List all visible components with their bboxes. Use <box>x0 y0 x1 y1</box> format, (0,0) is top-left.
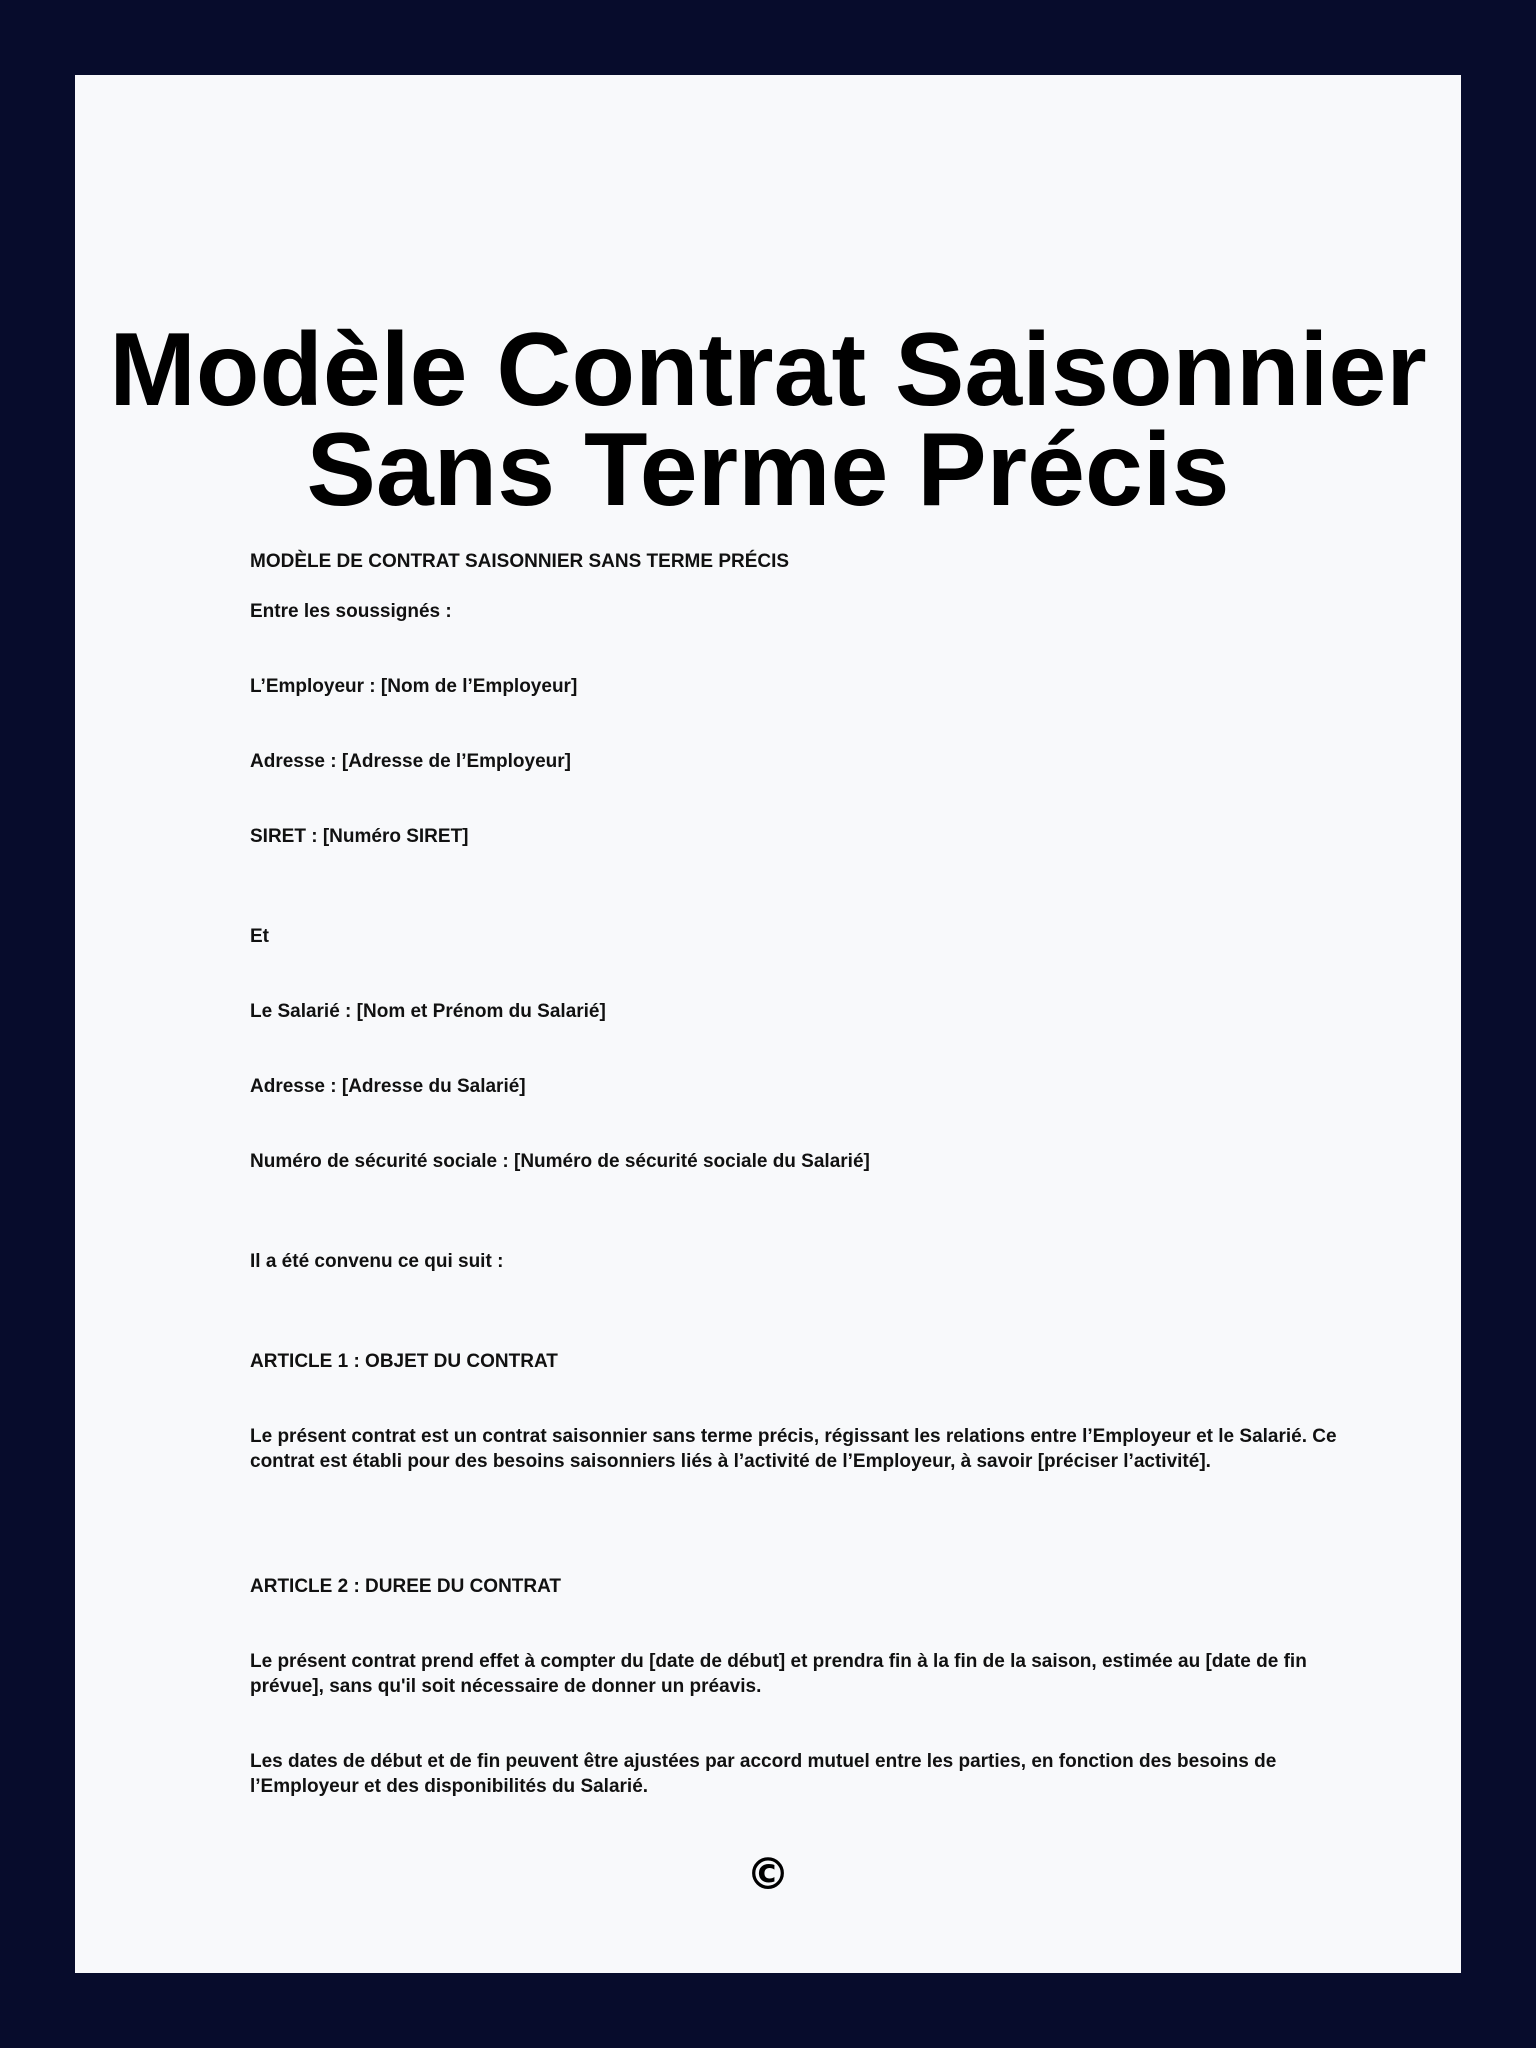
employer-name: L’Employeur : [Nom de l’Employeur] <box>250 676 578 697</box>
article-1-title: ARTICLE 1 : OBJET DU CONTRAT <box>250 1351 558 1372</box>
parties-intro: Entre les soussignés : <box>250 601 452 622</box>
parties-and: Et <box>250 926 269 947</box>
employee-name: Le Salarié : [Nom et Prénom du Salarié] <box>250 1001 606 1022</box>
document-page <box>75 75 1461 1973</box>
document-title <box>75 312 1461 528</box>
employer-siret: SIRET : [Numéro SIRET] <box>250 826 469 847</box>
article-1-text: Le présent contrat est un contrat saisonnier sans terme précis, régissant les relations entre l’Employeur et le Salarié. Ce contrat est établi pour des besoins saisonniers liés à l’activité de l’Employeur, à savoir [préciser l’activité]. <box>250 1426 1337 1472</box>
copyright-icon: © <box>746 1849 790 1900</box>
employee-ssn: Numéro de sécurité sociale : [Numéro de sécurité sociale du Salarié] <box>250 1151 870 1172</box>
article-2-text-1: Le présent contrat prend effet à compter du [date de début] et prendra fin à la fin de la saison, estimée au [date de fin prévue], sans qu'il soit nécessaire de donner un préavis. <box>250 1651 1307 1697</box>
article-2-title: ARTICLE 2 : DUREE DU CONTRAT <box>250 1576 562 1597</box>
agreement-intro: Il a été convenu ce qui suit : <box>250 1251 504 1272</box>
article-2-text-2: Les dates de début et de fin peuvent être ajustées par accord mutuel entre les parties, en fonction des besoins de l’Employeur et des disponibilités du Salarié. <box>250 1751 1277 1797</box>
contract-heading: MODÈLE DE CONTRAT SAISONNIER SANS TERME PRÉCIS <box>250 551 790 572</box>
employee-address: Adresse : [Adresse du Salarié] <box>250 1076 526 1097</box>
employer-address: Adresse : [Adresse de l’Employeur] <box>250 751 571 772</box>
document-title-line-1: Modèle Contrat Saisonnier <box>109 312 1427 428</box>
document-title-line-2: Sans Terme Précis <box>306 412 1230 528</box>
